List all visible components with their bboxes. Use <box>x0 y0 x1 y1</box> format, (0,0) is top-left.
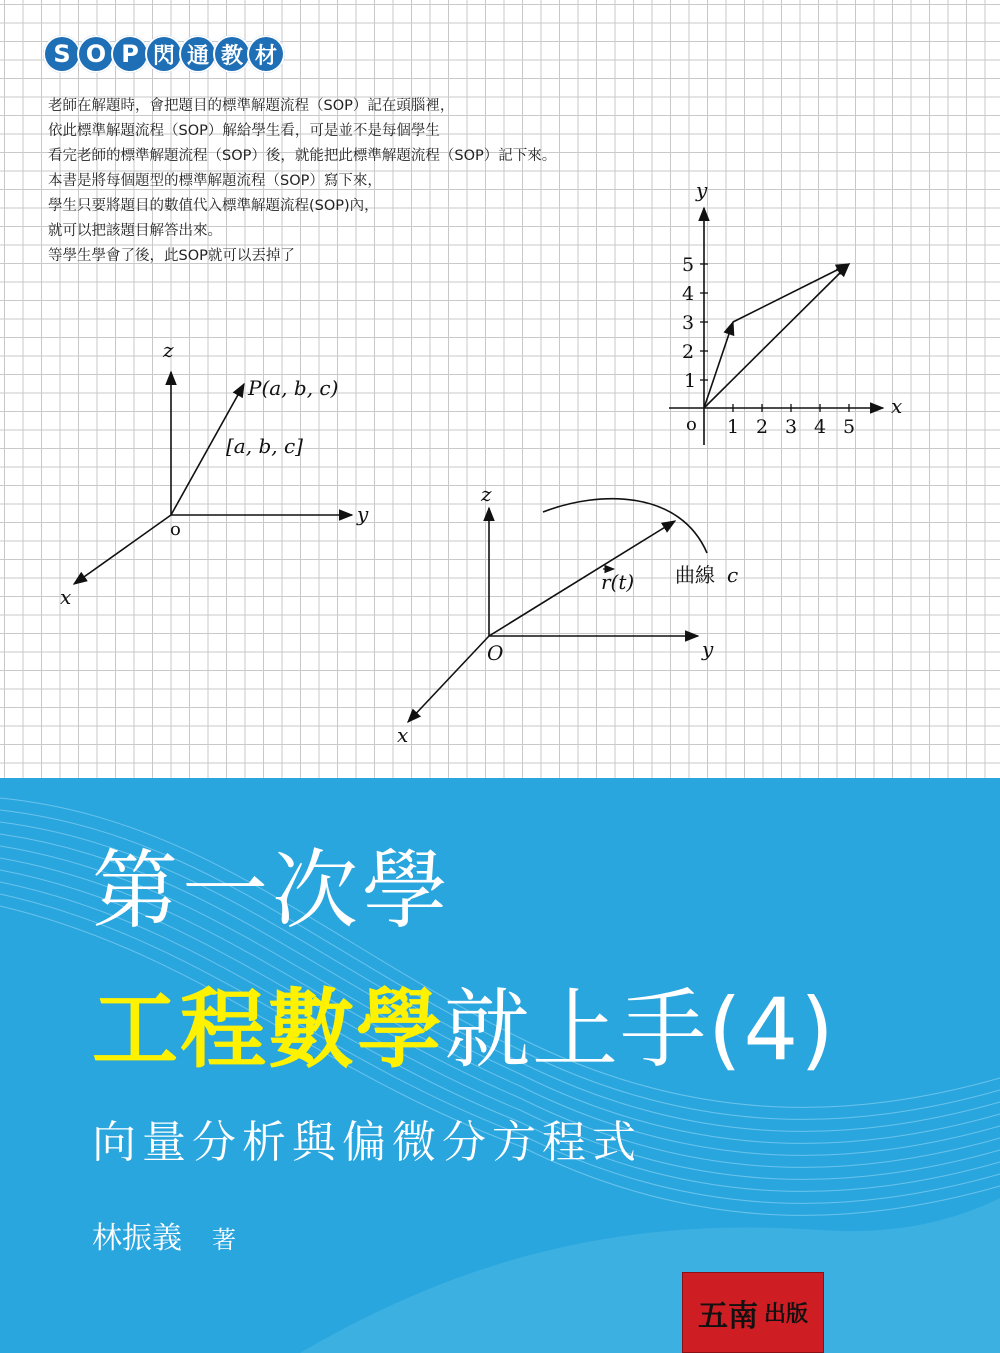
curve-c <box>543 499 707 553</box>
left-x-axis <box>74 515 171 584</box>
publisher-suffix: 出版 <box>763 1301 808 1327</box>
author-role: 著 <box>212 1226 236 1254</box>
intro-line: 依此標準解題流程（SOP）解給學生看，可是並不是每個學生 <box>48 123 440 139</box>
graph-x-tick-label: 1 <box>727 416 740 438</box>
title-highlight: 工程數學 <box>92 980 444 1080</box>
publisher-name: 五南 <box>697 1298 758 1334</box>
graph-y-tick-label: 1 <box>684 370 697 392</box>
graph-vector-b <box>733 264 849 322</box>
graph-x-tick-label: 4 <box>814 416 827 438</box>
title-line-2 <box>92 975 836 1085</box>
graph-x-tick-label: 5 <box>843 416 856 438</box>
graph-y-tick-label: 4 <box>682 283 695 305</box>
left-z-label: z <box>163 338 174 362</box>
graph-y-tick-label: 5 <box>682 254 695 276</box>
intro-line: 等學生學會了後，此SOP就可以丟掉了 <box>48 248 295 264</box>
left-3d-diagram <box>60 338 369 609</box>
top-right-2d-graph <box>669 178 902 445</box>
curve-3d-diagram <box>397 482 738 747</box>
intro-line: 就可以把該題目解答出來。 <box>48 223 222 239</box>
graph-y-tick-label: 3 <box>682 312 695 334</box>
intro-line: 老師在解題時，會把題目的標準解題流程（SOP）記在頭腦裡， <box>48 98 455 114</box>
graph-x-tick-label: 3 <box>785 416 798 438</box>
title-line-1: 第一次學 <box>92 841 452 941</box>
graph-vector-a <box>704 322 733 408</box>
subtitle: 向量分析與偏微分方程式 <box>92 1117 642 1168</box>
graph-y-tick-label: 2 <box>682 341 695 363</box>
graph-y-label: y <box>696 178 708 202</box>
graph-vector-sum <box>704 264 849 408</box>
curve-z-label: z <box>481 482 492 506</box>
graph-origin-label: o <box>686 414 697 435</box>
author-line <box>92 1218 236 1261</box>
series-badge-letter: S <box>43 35 81 73</box>
author-name: 林振義 <box>92 1221 182 1256</box>
title-rest: 就上手(4) <box>444 980 836 1080</box>
left-origin-label: o <box>170 519 181 540</box>
series-badge-letter: 教 <box>213 35 251 73</box>
series-badge-letter: P <box>111 35 149 73</box>
curve-x-axis <box>408 636 489 722</box>
left-y-label: y <box>357 502 369 526</box>
left-vector-label: [a, b, c] <box>226 434 303 458</box>
curve-name: c <box>727 563 739 587</box>
series-badge-letter: 材 <box>247 35 285 73</box>
left-point-label: P(a, b, c) <box>248 376 339 400</box>
curve-origin-label: O <box>487 641 504 665</box>
intro-line: 本書是將每個題型的標準解題流程（SOP）寫下來， <box>48 173 382 189</box>
series-badge-letter: 閃 <box>145 35 183 73</box>
curve-label: 曲線 <box>675 563 715 587</box>
graph-x-tick-label: 2 <box>756 416 769 438</box>
curve-x-label: x <box>397 723 409 747</box>
left-x-label: x <box>60 585 72 609</box>
graph-x-label: x <box>891 394 903 418</box>
series-badge-letter: O <box>77 35 115 73</box>
intro-line: 學生只要將題目的數值代入標準解題流程(SOP)內， <box>48 198 379 214</box>
intro-line: 看完老師的標準解題流程（SOP）後，就能把此標準解題流程（SOP）記下來。 <box>48 148 557 164</box>
curve-y-label: y <box>702 637 714 661</box>
series-badge-letter: 通 <box>179 35 217 73</box>
curve-position-vector <box>489 521 675 636</box>
publisher-logo <box>682 1272 824 1353</box>
curve-vector-label: r(t) <box>601 570 635 594</box>
